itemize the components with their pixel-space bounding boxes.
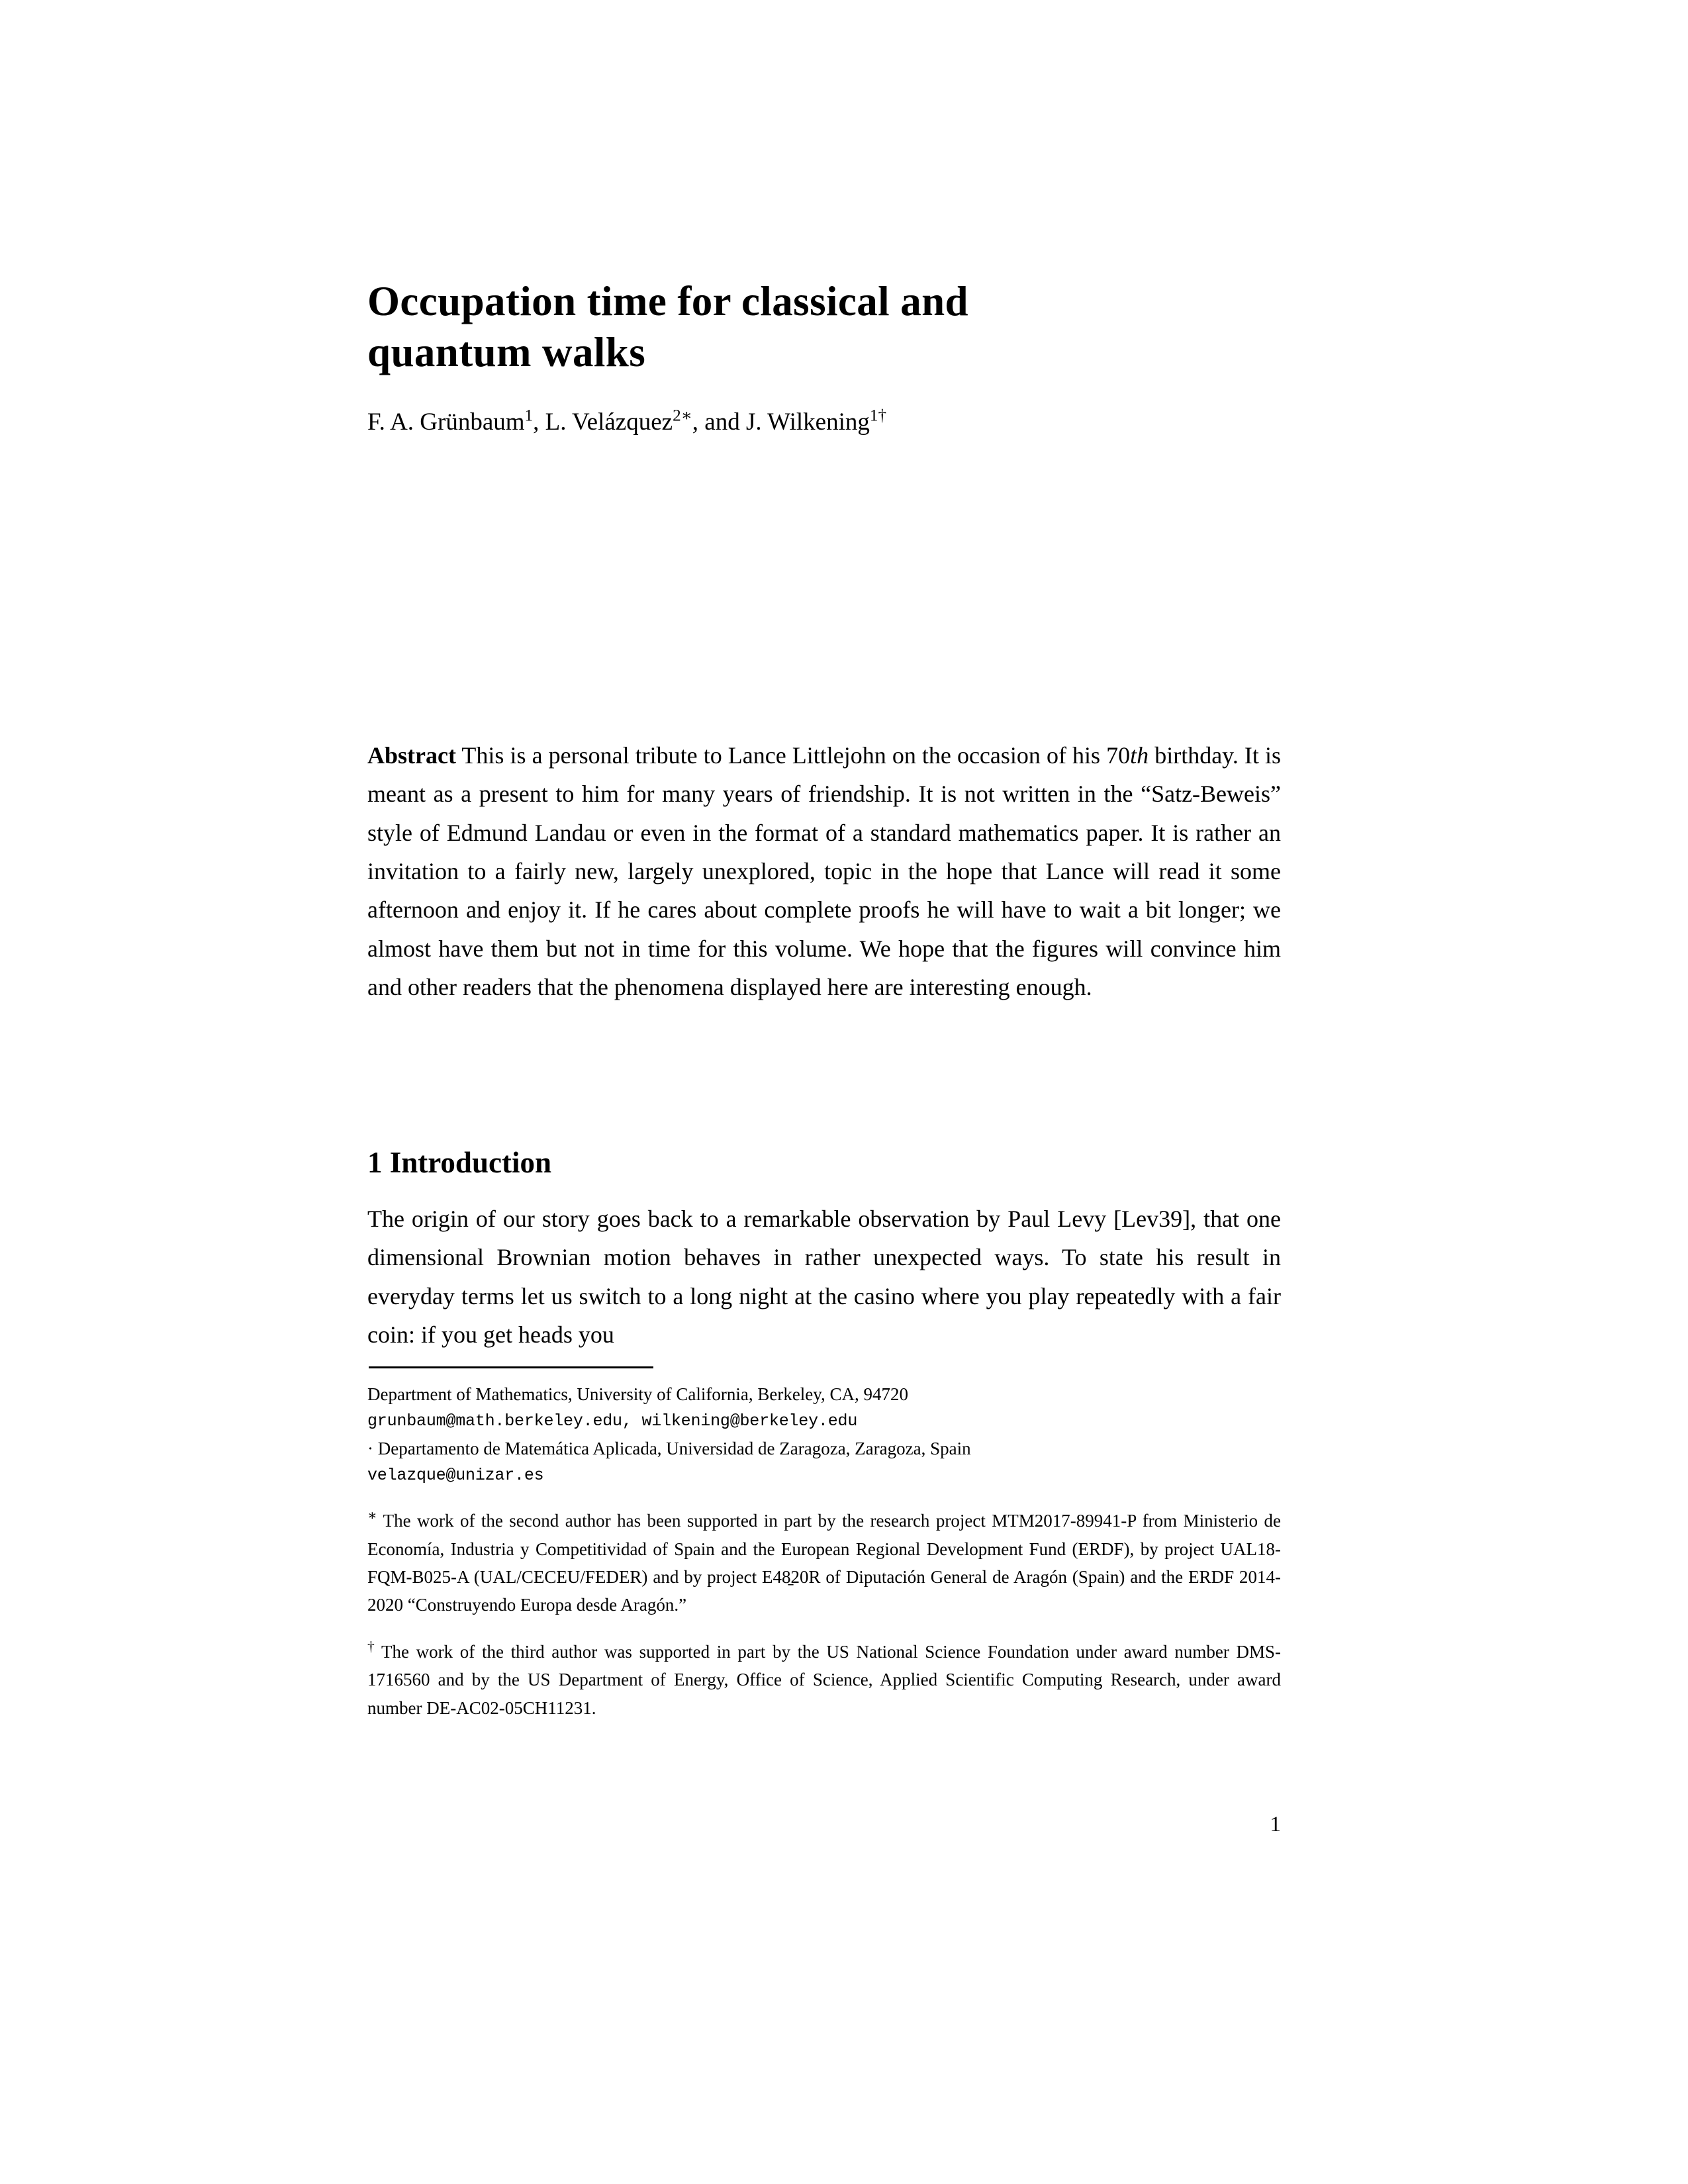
footnote-star-note — [367, 1507, 1281, 1619]
abstract-ordinal-suffix: th — [1130, 742, 1149, 769]
author-2-affiliation-marker: 2∗ — [673, 406, 692, 425]
title-line-1: Occupation time for classical and — [367, 278, 968, 325]
footnote-emails-1[interactable]: grunbaum@math.berkeley.edu, wilkening@berkeley.edu — [367, 1411, 858, 1431]
footnote-dagger-marker: † — [367, 1638, 375, 1654]
author-separator-2: , and — [692, 408, 746, 436]
abstract-text-part-1: This is a personal tribute to Lance Littlejohn on the occasion of his 70 — [461, 742, 1131, 769]
author-2-name: L. Velázquez — [545, 408, 673, 436]
author-3-affiliation-marker: 1† — [869, 406, 887, 425]
footnote-separator-rule — [369, 1366, 653, 1368]
author-list — [367, 406, 1281, 438]
footnote-star-marker: ∗ — [367, 1507, 377, 1524]
page-title — [367, 276, 1195, 378]
author-separator-1: , — [533, 408, 545, 436]
page-number: 1 — [1270, 1813, 1281, 1836]
author-1-affiliation-marker: 1 — [524, 406, 534, 425]
introduction-paragraph: The origin of our story goes back to a remarkable observation by Paul Levy [Lev39], that one dimensional Brownian motion behaves in rather unexpected ways. To state his result in everyday terms let us switch to a long night at the casino where you play repeatedly with a fair coin: if you get heads you — [367, 1206, 1281, 1348]
footnote-dagger-note — [367, 1638, 1281, 1722]
footnote-affiliation-2: · Departamento de Matemática Aplicada, Universidad de Zaragoza, Zaragoza, Spain — [367, 1438, 971, 1458]
author-3-name: J. Wilkening — [745, 408, 870, 436]
author-1-name: F. A. Grünbaum — [367, 408, 525, 436]
footnote-affiliation-1: Department of Mathematics, University of California, Berkeley, CA, 94720 — [367, 1384, 909, 1404]
abstract-text-part-2: birthday. It is meant as a present to him for many years of friendship. It is not written in the “Satz-Beweis” style of Edmund Landau or even in the format of a standard mathematics paper. It is rather an invitation to a fairly new, largely unexplored, topic in the hope that Lance will read it some afternoon and enjoy it. If he cares about complete proofs he will have to wait a bit longer; we almost have them but not in time for this volume. We hope that the figures will convince him and other readers that the phenomena displayed here are interesting enough. — [367, 742, 1281, 1000]
footnote-spacer-2 — [367, 1619, 1281, 1638]
title-line-2: quantum walks — [367, 329, 646, 376]
footnote-emails-2[interactable]: velazque@unizar.es — [367, 1466, 544, 1485]
footnote-star-text: The work of the second author has been supported in part by the research project MTM2017-89941-P from Ministerio de Economía, Industria y Competitividad of Spain and the European Regional Development Fund (ERDF), by project UAL18-FQM-B025-A (UAL/CECEU/FEDER) and by project E48̠20R of Diputación General de Aragón (Spain) and the ERDF 2014-2020 “Construyendo Europa desde Aragón.” — [367, 1511, 1282, 1615]
abstract-label: Abstract — [367, 742, 456, 769]
section-heading-introduction: 1 Introduction — [367, 1146, 551, 1180]
abstract-block — [367, 736, 1281, 1006]
footnote-block — [367, 1380, 1281, 1722]
footnote-spacer-1 — [367, 1488, 1281, 1507]
footnote-dagger-text: The work of the third author was supported in part by the US National Science Foundation under award number DMS-1716560 and by the US Department of Energy, Office of Science, Applied Scientific Computing Research, under award number DE-AC02-05CH11231. — [367, 1641, 1281, 1718]
